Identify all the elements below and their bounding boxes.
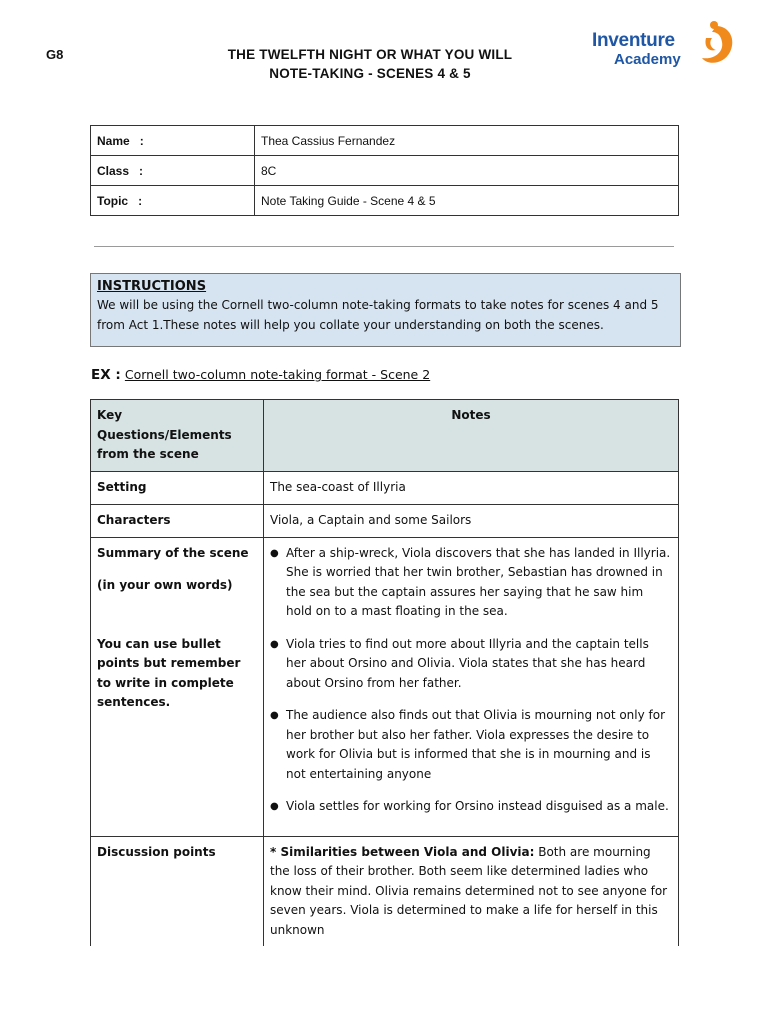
example-link[interactable]: Cornell two-column note-taking format - Scene 2 xyxy=(124,367,431,382)
list-item: ● The audience also finds out that Olivia is mourning not only for her brother but also her father. Viola expresses the desire to work for Olivia but is informed that she is in mourning and is not entertaining anyone xyxy=(286,706,672,784)
logo-swirl-icon xyxy=(694,20,738,70)
example-caption xyxy=(91,367,430,383)
discussion-notes xyxy=(264,836,679,946)
discussion-heading: * Similarities between Viola and Olivia: xyxy=(270,844,535,859)
discussion-text: Both are mourning the loss of their brother. Both seem like determined ladies who know their mind. Olivia remains determined not to see anyone for seven years. Viola is determined to make a life for herself in this unknown xyxy=(270,844,668,937)
list-item: ● Viola tries to find out more about Illyria and the captain tells her about Orsino and Olivia. Viola states that she has heard about Orsino from her father. xyxy=(286,635,672,694)
summary-label-cell xyxy=(91,537,264,836)
inventure-academy-logo xyxy=(592,20,742,72)
summary-sub: (in your own words) xyxy=(97,578,233,592)
logo-text-line-2: Academy xyxy=(614,51,681,68)
instructions-heading: INSTRUCTIONS xyxy=(97,279,207,294)
divider xyxy=(94,246,674,247)
info-value-class: 8C xyxy=(255,156,679,186)
logo-text-line-1: Inventure xyxy=(592,30,675,51)
summary-hint: You can use bullet points but remember to write in complete sentences. xyxy=(97,636,241,709)
summary-row xyxy=(91,537,679,836)
characters-value: Viola, a Captain and some Sailors xyxy=(264,504,679,537)
info-key-class: Class : xyxy=(91,156,255,186)
cornell-notes-table xyxy=(90,399,679,946)
setting-label: Setting xyxy=(91,471,264,504)
characters-row xyxy=(91,504,679,537)
summary-label: Summary of the scene xyxy=(97,545,249,560)
grade-label: G8 xyxy=(46,47,64,62)
info-key-name: Name : xyxy=(91,126,255,156)
title-line-2: NOTE-TAKING - SCENES 4 & 5 xyxy=(269,66,471,81)
setting-value: The sea-coast of Illyria xyxy=(264,471,679,504)
student-info-table xyxy=(90,125,679,216)
notes-header-left: Key Questions/Elements from the scene xyxy=(91,400,264,472)
info-key-topic: Topic : xyxy=(91,186,255,216)
info-value-topic: Note Taking Guide - Scene 4 & 5 xyxy=(255,186,679,216)
info-value-name: Thea Cassius Fernandez xyxy=(255,126,679,156)
instructions-body: We will be using the Cornell two-column note-taking formats to take notes for scenes 4 and 5 from Act 1.These notes will help you collate your understanding on both the scenes. xyxy=(97,298,659,332)
discussion-label: Discussion points xyxy=(91,836,264,946)
title-line-1: THE TWELFTH NIGHT OR WHAT YOU WILL xyxy=(227,47,513,62)
summary-bullet-list xyxy=(270,544,672,817)
info-row-name xyxy=(91,126,679,156)
discussion-row xyxy=(91,836,679,946)
notes-header-right: Notes xyxy=(264,400,679,472)
example-prefix: EX : xyxy=(91,367,121,383)
page-title xyxy=(190,45,550,83)
setting-row xyxy=(91,471,679,504)
list-item: ● Viola settles for working for Orsino instead disguised as a male. xyxy=(286,797,672,817)
instructions-box xyxy=(90,273,681,347)
characters-label: Characters xyxy=(91,504,264,537)
summary-notes xyxy=(264,537,679,836)
notes-header-row xyxy=(91,400,679,472)
list-item: ● After a ship-wreck, Viola discovers that she has landed in Illyria. She is worried that her twin brother, Sebastian has drowned in the sea but the captain assures her saying that he saw him hold on to a mast floating in the sea. xyxy=(286,544,672,622)
info-row-topic xyxy=(91,186,679,216)
info-row-class xyxy=(91,156,679,186)
